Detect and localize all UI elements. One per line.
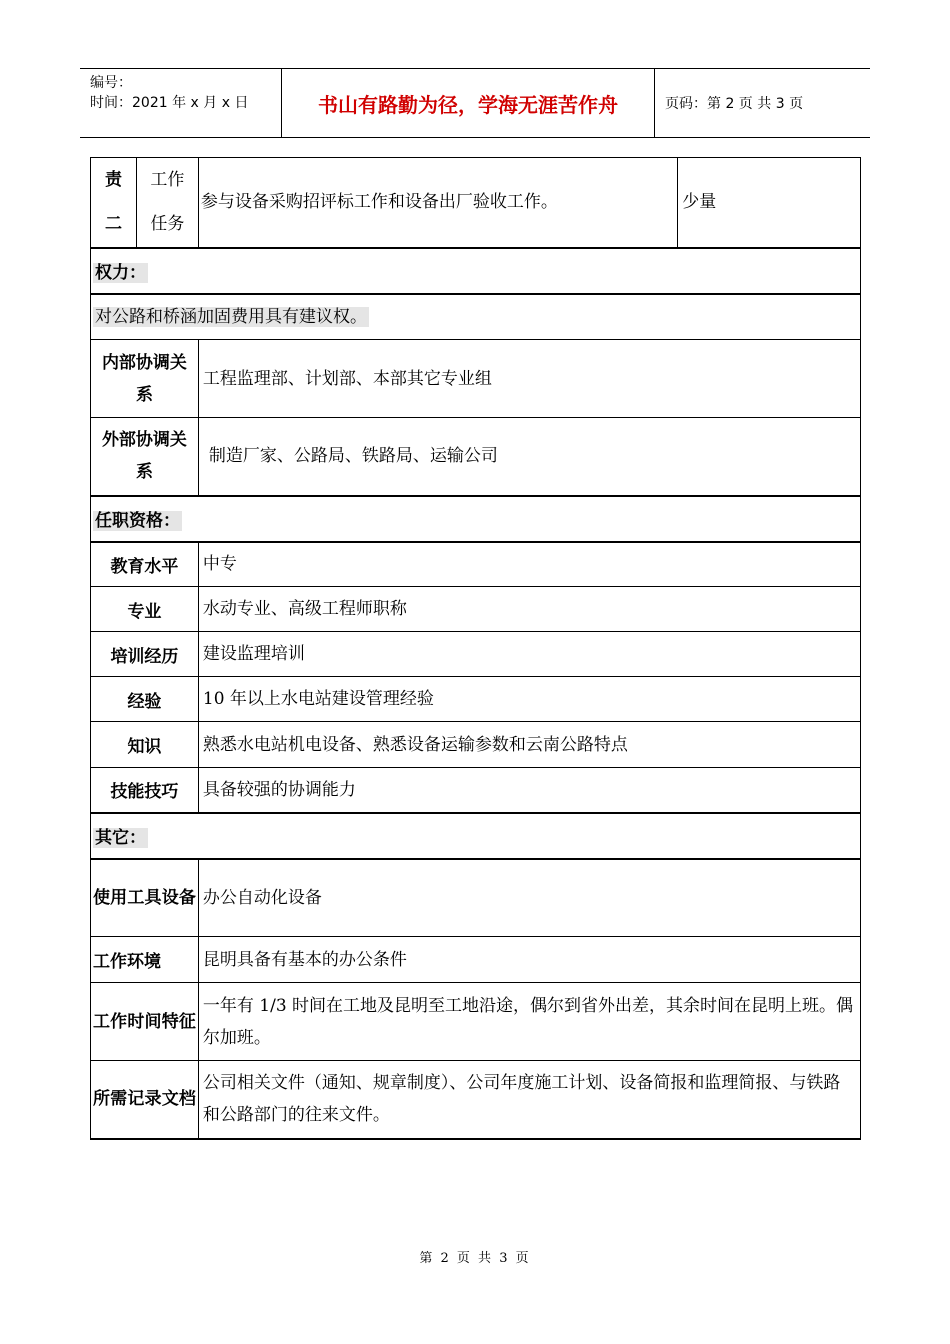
qualification-row	[91, 722, 861, 768]
duty-label-bottom: 二	[104, 214, 122, 235]
qualifications-title: 任职资格：	[95, 511, 180, 531]
qualification-label: 经验	[91, 677, 199, 722]
qualification-value: 熟悉水电站机电设备、熟悉设备运输参数和云南公路特点	[198, 722, 860, 768]
page-footer: 第 2 页 共 3 页	[419, 1251, 531, 1266]
other-value: 一年有 1/3 时间在工地及昆明至工地沿途，偶尔到省外出差，其余时间在昆明上班。偶尔加班。	[198, 983, 860, 1061]
other-row	[91, 983, 861, 1061]
qualification-label: 知识	[91, 722, 199, 768]
qualification-value: 水动专业、高级工程师职称	[198, 587, 860, 632]
qualification-value: 中专	[198, 542, 860, 587]
page-header	[80, 68, 870, 138]
other-label: 工作环境	[91, 937, 199, 983]
job-description-table	[90, 157, 861, 1140]
external-coordination-row	[91, 418, 861, 496]
doc-time-label: 时间：2021 年 x 月 x 日	[90, 95, 249, 111]
qualifications-title-row	[91, 496, 861, 542]
duty-sub-bottom: 任务	[150, 214, 185, 235]
doc-number-label: 编号：	[90, 75, 132, 91]
qualification-row	[91, 677, 861, 722]
duty-sub-cell	[136, 158, 198, 248]
other-title: 其它：	[95, 828, 146, 848]
internal-coordination-value: 工程监理部、计划部、本部其它专业组	[198, 340, 860, 418]
duty-label-cell	[91, 158, 137, 248]
other-title-row	[91, 813, 861, 859]
qualification-row	[91, 632, 861, 677]
other-label: 工作时间特征	[91, 983, 199, 1061]
other-row	[91, 1061, 861, 1139]
duty-row	[91, 158, 861, 248]
other-label: 所需记录文档	[91, 1061, 199, 1139]
qualifications-title-cell	[91, 496, 861, 542]
qualification-row	[91, 587, 861, 632]
power-content: 对公路和桥涵加固费用具有建议权。	[95, 306, 367, 327]
other-label: 使用工具设备	[91, 859, 199, 937]
other-title-cell	[91, 813, 861, 859]
power-title: 权力：	[95, 263, 146, 283]
internal-coordination-row	[91, 340, 861, 418]
header-page-info: 页码：第 2 页 共 3 页	[665, 96, 804, 112]
qualification-value: 具备较强的协调能力	[198, 768, 860, 813]
other-value: 昆明具备有基本的办公条件	[198, 937, 860, 983]
power-title-cell	[91, 248, 861, 294]
qualification-label: 培训经历	[91, 632, 199, 677]
qualification-value: 10 年以上水电站建设管理经验	[198, 677, 860, 722]
qualification-label: 技能技巧	[91, 768, 199, 813]
duty-label-top: 责	[104, 170, 122, 191]
duty-content: 参与设备采购招评标工作和设备出厂验收工作。	[198, 158, 677, 248]
power-content-cell	[91, 294, 861, 340]
other-value: 办公自动化设备	[198, 859, 860, 937]
qualification-label: 教育水平	[91, 542, 199, 587]
qualification-row	[91, 542, 861, 587]
qualification-value: 建设监理培训	[198, 632, 860, 677]
external-coordination-value: 制造厂家、公路局、铁路局、运输公司	[198, 418, 860, 496]
header-motto: 书山有路勤为径，学海无涯苦作舟	[282, 69, 655, 137]
power-title-row	[91, 248, 861, 294]
other-row	[91, 937, 861, 983]
qualification-label: 专业	[91, 587, 199, 632]
other-row	[91, 859, 861, 937]
external-coordination-label: 外部协调关系	[91, 418, 199, 496]
qualification-row	[91, 768, 861, 813]
duty-sub-top: 工作	[150, 170, 185, 191]
other-value: 公司相关文件（通知、规章制度）、公司年度施工计划、设备简报和监理简报、与铁路和公路部门的往来文件。	[198, 1061, 860, 1139]
power-content-row	[91, 294, 861, 340]
internal-coordination-label: 内部协调关系	[91, 340, 199, 418]
header-meta	[80, 69, 282, 137]
duty-frequency: 少量	[678, 158, 861, 248]
